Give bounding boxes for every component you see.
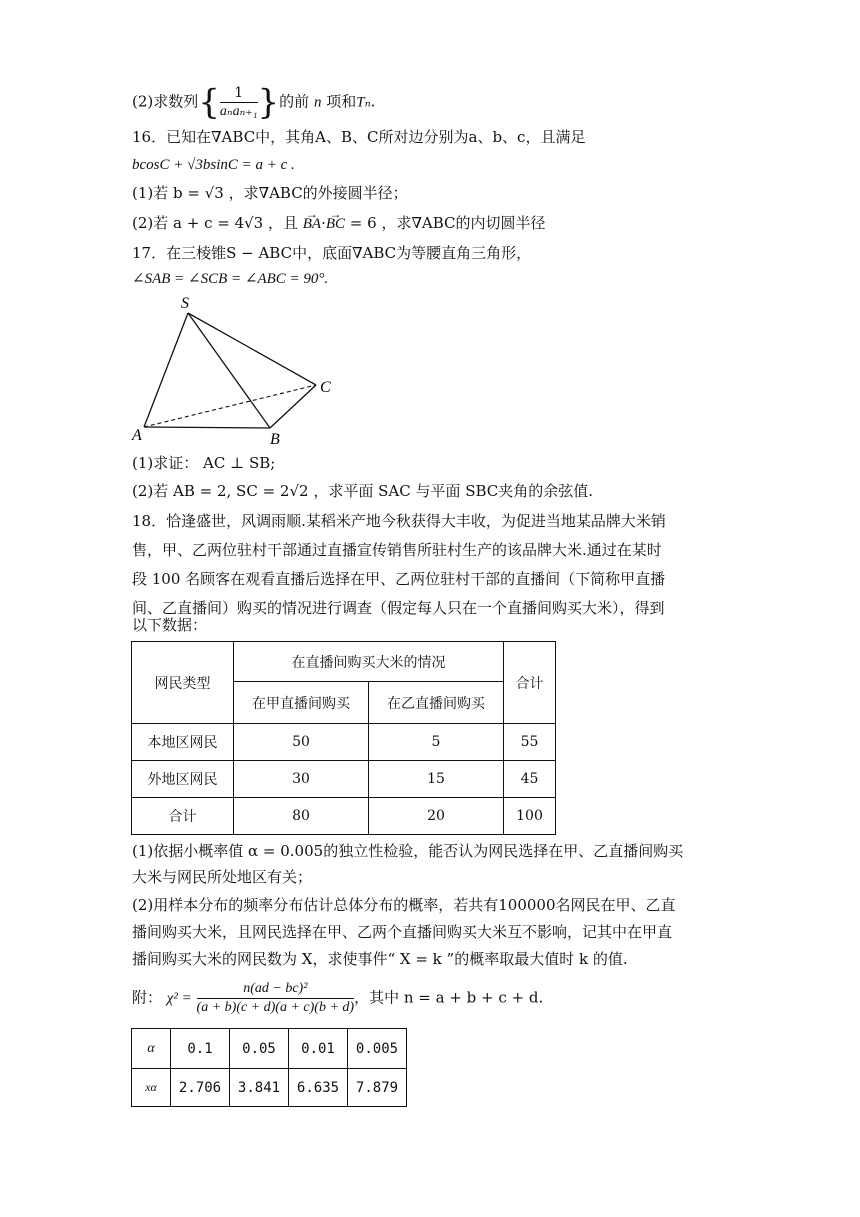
q15-tn: Tₙ	[356, 94, 371, 111]
table-row	[132, 1069, 407, 1107]
q15-part2-text2: 的前	[279, 92, 310, 111]
table-row	[132, 761, 556, 798]
chi-square-fraction	[197, 980, 355, 1017]
q18-line-3: 段 100 名顾客在观看直播后选择在甲、乙两位驻村干部的直播间（下简称甲直播	[132, 570, 666, 588]
table-row	[132, 798, 556, 835]
chi-square-symbol: χ² =	[166, 990, 192, 1007]
edge-sb	[188, 313, 270, 428]
x-value: 2.706	[171, 1069, 230, 1107]
edge-sc	[188, 313, 316, 385]
header-type: 网民类型	[132, 642, 234, 724]
table-row	[132, 724, 556, 761]
label-a: A	[132, 427, 142, 444]
q17-line2: ∠SAB = ∠SCB = ∠ABC = 90°.	[132, 271, 329, 287]
dot-operator: ·	[321, 214, 326, 232]
right-brace: }	[257, 82, 280, 123]
edge-sa	[144, 313, 188, 427]
vector-bc: → BC	[326, 216, 345, 232]
q16-line2: bcosC + √3bsinC = a + c .	[132, 157, 295, 173]
cell-total: 55	[504, 724, 556, 761]
x-value: 3.841	[230, 1069, 289, 1107]
formula-tail: ，其中 n = a + b + c + d.	[354, 988, 544, 1007]
q18-part1-l1: (1)依据小概率值 α = 0.005的独立性检验，能否认为网民选择在甲、乙直播间购买	[132, 842, 684, 860]
q18-part1-l2: 大米与网民所处地区有关；	[132, 868, 313, 886]
q15-part2-tail: 项和	[326, 92, 357, 111]
label-s: S	[181, 295, 189, 312]
q18-part2-l2: 播间购买大米，且网民选择在甲、乙两个直播间购买大米互不影响，记其中在甲直	[132, 923, 673, 941]
cell-jia: 30	[234, 761, 369, 798]
row-label: 外地区网民	[132, 761, 234, 798]
q16-part2-b: = 6 ，求∇ABC的内切圆半径	[345, 214, 546, 232]
q18-line-4: 间、乙直播间）购买的情况进行调查（假定每人只在一个直播间购买大米），得到	[132, 599, 665, 617]
left-brace: {	[198, 82, 220, 123]
x-value: 6.635	[289, 1069, 348, 1107]
q17-line1: 17．在三棱锥S − ABC中，底面∇ABC为等腰直角三角形，	[132, 244, 532, 262]
q17-part2: (2)若 AB = 2, SC = 2√2 ，求平面 SAC 与平面 SBC夹角的余弦值.	[132, 482, 594, 500]
label-c: C	[320, 379, 331, 396]
table-row	[132, 1029, 407, 1069]
fraction-denominator: aₙaₙ₊₁	[219, 104, 258, 119]
formula-denominator: (a + b)(c + d)(a + c)(b + d)	[196, 1000, 355, 1015]
alpha-label: α	[132, 1029, 171, 1069]
alpha-value: 0.005	[348, 1029, 407, 1069]
q18-line-2: 售，甲、乙两位驻村干部通过直播宣传销售所驻村生产的该品牌大米.通过在某时	[132, 541, 662, 559]
header-jia: 在甲直播间购买	[234, 682, 369, 724]
q18-line-5: 以下数据：	[132, 616, 208, 634]
formula-numerator: n(ad − bc)²	[197, 980, 355, 999]
row-label: 本地区网民	[132, 724, 234, 761]
q18-line-1: 18．恰逢盛世，风调雨顺.某稻米产地今秋获得大丰收，为促进当地某品牌大米销	[132, 512, 666, 530]
q16-part1: (1)若 b = √3 ，求∇ABC的外接圆半径；	[132, 184, 408, 202]
alpha-table	[131, 1028, 407, 1107]
q18-part2-l1: (2)用样本分布的频率分布估计总体分布的概率，若共有100000名网民在甲、乙直	[132, 896, 676, 914]
row-label: 合计	[132, 798, 234, 835]
label-b: B	[270, 431, 280, 448]
appendix-label: 附：	[132, 988, 163, 1007]
q17-part1: (1)求证： AC ⊥ SB;	[132, 454, 276, 472]
cell-yi: 15	[369, 761, 504, 798]
cell-total: 45	[504, 761, 556, 798]
alpha-value: 0.1	[171, 1029, 230, 1069]
x-value: 7.879	[348, 1069, 407, 1107]
cell-jia: 80	[234, 798, 369, 835]
q15-part2-text: (2)求数列	[132, 92, 199, 111]
q15-n: n	[313, 94, 322, 111]
fraction-numerator: 1	[220, 84, 258, 103]
header-total: 合计	[504, 642, 556, 724]
edge-bc	[270, 385, 316, 428]
x-alpha-label: xα	[132, 1069, 171, 1107]
edge-ac-hidden	[144, 385, 316, 427]
header-yi: 在乙直播间购买	[369, 682, 504, 724]
vector-ba: → BA	[303, 216, 321, 232]
q16-part2-a: (2)若 a + c = 4√3 ，且	[132, 214, 303, 232]
cell-total: 100	[504, 798, 556, 835]
appendix-formula	[132, 980, 543, 1017]
alpha-value: 0.01	[289, 1029, 348, 1069]
header-group: 在直播间购买大米的情况	[234, 642, 504, 682]
q18-part2-l3: 播间购买大米的网民数为 X，求使事件“ X = k ”的概率取最大值时 k 的值.	[132, 950, 628, 968]
edge-ab	[144, 427, 270, 428]
cell-yi: 5	[369, 724, 504, 761]
alpha-value: 0.05	[230, 1029, 289, 1069]
q16-line1: 16．已知在∇ABC中，其角A、B、C所对边分别为a、b、c，且满足	[132, 128, 586, 146]
survey-table	[131, 641, 556, 835]
cell-yi: 20	[369, 798, 504, 835]
q15-period: .	[370, 92, 376, 111]
cell-jia: 50	[234, 724, 369, 761]
